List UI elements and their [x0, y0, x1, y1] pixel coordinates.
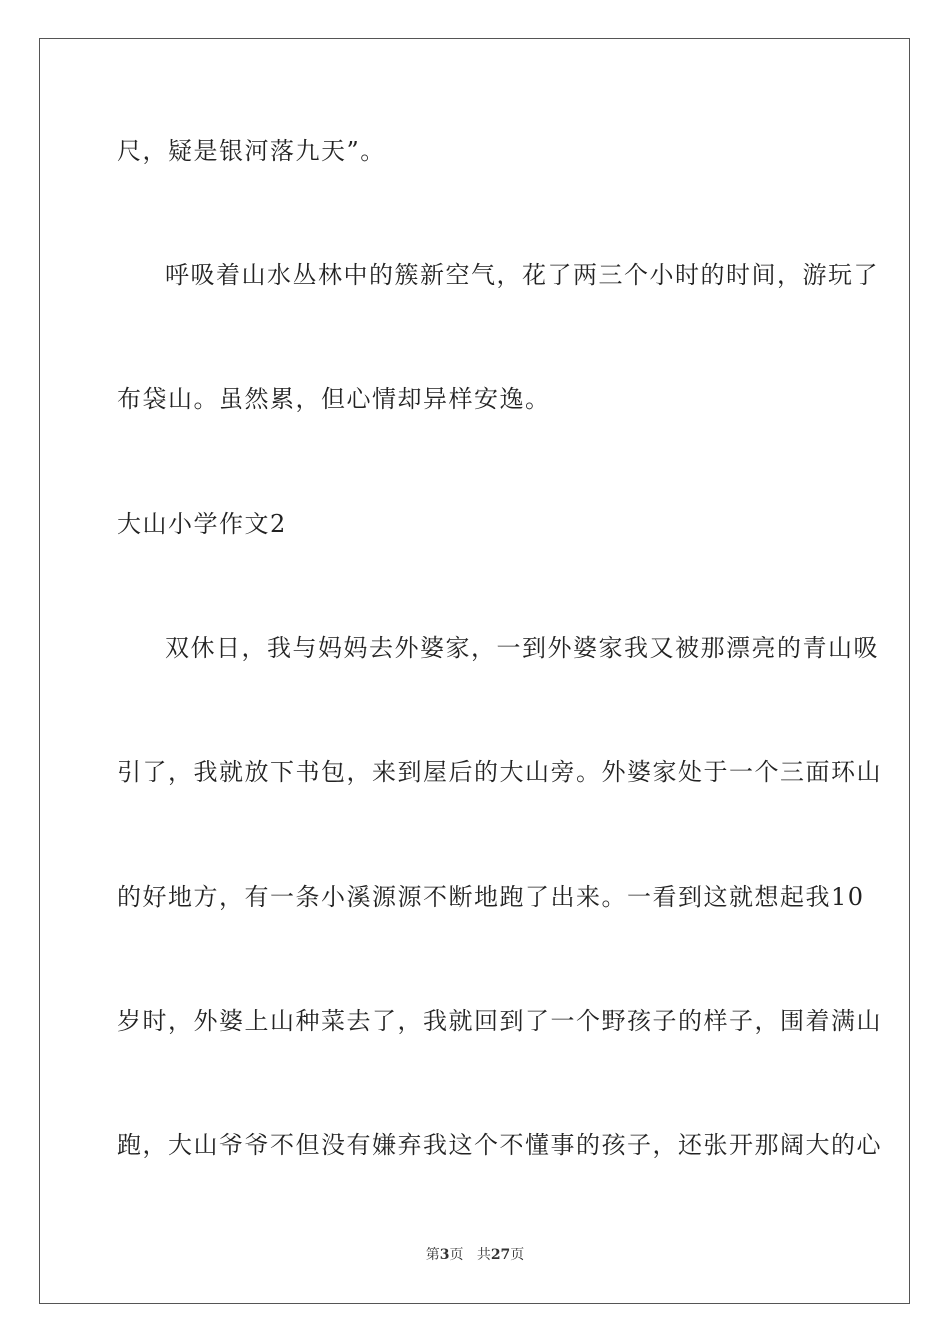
text-line: 跑，大山爷爷不但没有嫌弃我这个不懂事的孩子，还张开那阔大的心	[117, 1131, 882, 1159]
page-footer	[0, 1246, 950, 1264]
text-line: 的好地方，有一条小溪源源不断地跑了出来。一看到这就想起我10	[117, 883, 865, 911]
text-line: 引了，我就放下书包，来到屋后的大山旁。外婆家处于一个三面环山	[117, 758, 882, 786]
paragraph-first-line: 呼吸着山水丛林中的簇新空气，花了两三个小时的时间，游玩了	[165, 261, 879, 289]
page-border	[39, 38, 910, 1304]
footer-total-suffix: 页	[510, 1247, 525, 1263]
text-line: 布袋山。虽然累，但心情却异样安逸。	[117, 385, 551, 413]
section-heading: 大山小学作文2	[117, 510, 287, 538]
paragraph-first-line: 双休日，我与妈妈去外婆家，一到外婆家我又被那漂亮的青山吸	[165, 634, 879, 662]
footer-total-prefix: 共	[476, 1247, 491, 1263]
text-line: 岁时，外婆上山种菜去了，我就回到了一个野孩子的样子，围着满山	[117, 1007, 882, 1035]
current-page-number: 3	[439, 1247, 450, 1263]
text-line: 尺，疑是银河落九天”。	[117, 137, 386, 165]
total-page-count: 27	[490, 1247, 511, 1263]
footer-prefix: 第	[425, 1247, 440, 1263]
footer-page-suffix: 页	[449, 1247, 464, 1263]
